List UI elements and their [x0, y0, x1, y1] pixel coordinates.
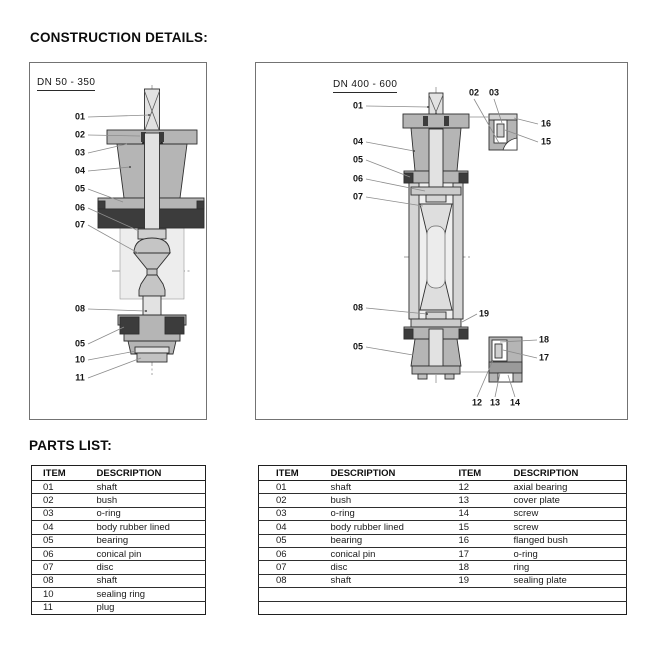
callout-label-03: 03	[74, 147, 86, 158]
seal-ear-right	[197, 201, 204, 209]
table-cell: ring	[497, 561, 627, 574]
table-row	[259, 561, 627, 574]
top-inset-cover-plate	[489, 114, 517, 120]
table-cell: bush	[314, 494, 442, 507]
table-cell: 04	[259, 521, 314, 534]
bottom-inset-cover-plate	[489, 362, 522, 373]
valve-cross-section-dn50-350-drawing	[30, 63, 206, 419]
table-cell: body rubber lined	[314, 521, 442, 534]
seal-corner-lower-left	[404, 329, 413, 339]
table-cell: screw	[497, 507, 627, 520]
disc-waist	[147, 269, 157, 275]
table-row	[259, 601, 627, 614]
callout-label-13: 13	[489, 397, 501, 408]
table-cell: 05	[32, 534, 86, 547]
table-cell: flanged bush	[497, 534, 627, 547]
callout-label-06: 06	[352, 173, 364, 184]
callout-label-03: 03	[488, 87, 500, 98]
callout-label-05: 05	[352, 341, 364, 352]
sealing-plate-upper	[411, 187, 461, 195]
table-cell: 15	[442, 521, 497, 534]
table-cell: 08	[259, 574, 314, 587]
table-cell: shaft	[314, 481, 442, 494]
table-cell: disc	[314, 561, 442, 574]
table-row	[32, 547, 206, 560]
callout-label-05: 05	[74, 183, 86, 194]
table-row	[259, 588, 627, 601]
table-cell: 02	[259, 494, 314, 507]
table-row	[32, 521, 206, 534]
table-cell	[497, 588, 627, 601]
tube-wall-right	[453, 183, 463, 319]
table-cell: 07	[259, 561, 314, 574]
table-cell: 04	[32, 521, 86, 534]
table-cell	[259, 601, 314, 614]
plug	[137, 353, 167, 362]
table-cell: 13	[442, 494, 497, 507]
table-cell: bearing	[86, 534, 206, 547]
table-cell: 07	[32, 561, 86, 574]
callout-label-11: 11	[75, 372, 85, 383]
column-header: ITEM	[259, 466, 314, 481]
table-cell	[442, 601, 497, 614]
callout-label-04: 04	[352, 136, 364, 147]
table-cell: 18	[442, 561, 497, 574]
shaft-channel	[145, 133, 160, 229]
callout-label-17: 17	[538, 352, 550, 363]
table-cell: sealing ring	[86, 588, 206, 601]
callout-label-02: 02	[74, 129, 86, 140]
disc-barrel	[427, 226, 445, 288]
callout-label-19: 19	[478, 308, 490, 319]
table-cell: screw	[497, 521, 627, 534]
rubber-seat-lower-left	[120, 317, 139, 334]
callout-label-16: 16	[540, 118, 552, 129]
callout-label-02: 02	[468, 87, 480, 98]
callout-label-08: 08	[74, 303, 86, 314]
table-cell	[259, 588, 314, 601]
table-row	[32, 481, 206, 494]
rubber-seat-lower-right	[165, 317, 184, 334]
shaft-channel	[429, 129, 443, 187]
valve-body-shapes	[403, 93, 522, 382]
table-cell: sealing plate	[497, 574, 627, 587]
sealing-plate-lower	[411, 319, 461, 327]
conical-pin-collar	[138, 229, 166, 239]
seal-corner-left	[404, 173, 413, 183]
table-cell: shaft	[314, 574, 442, 587]
table-cell: 12	[442, 481, 497, 494]
column-header: DESCRIPTION	[497, 466, 627, 481]
table-cell: cover plate	[497, 494, 627, 507]
table-cell: 03	[259, 507, 314, 520]
column-header: DESCRIPTION	[86, 466, 206, 481]
bottom-plate	[412, 366, 460, 374]
bottom-inset-screw	[495, 344, 502, 358]
table-cell: o-ring	[497, 547, 627, 560]
table-row	[32, 601, 206, 614]
table-row	[259, 574, 627, 587]
table-cell: body rubber lined	[86, 521, 206, 534]
table-row	[259, 521, 627, 534]
table-row	[32, 588, 206, 601]
table-cell: plug	[96, 602, 115, 614]
callout-label-18: 18	[538, 334, 550, 345]
valve-body-shapes	[98, 89, 204, 362]
dn-range-label: DN 400 - 600	[333, 79, 397, 93]
sealing-ring	[135, 347, 169, 353]
callout-label-08: 08	[352, 302, 364, 313]
bottom-foot-right	[445, 374, 454, 379]
table-cell: shaft	[86, 481, 206, 494]
dn-range-label: DN 50 - 350	[37, 77, 95, 91]
table-cell: axial bearing	[497, 481, 627, 494]
table-cell: 19	[442, 574, 497, 587]
top-inset-screw	[497, 124, 504, 137]
table-cell: shaft	[86, 574, 206, 587]
seal-ear-left	[98, 201, 105, 209]
table-cell: conical pin	[86, 547, 206, 560]
table-cell: 17	[442, 547, 497, 560]
table-row	[259, 534, 627, 547]
callout-label-07: 07	[74, 219, 86, 230]
table-cell: conical pin	[314, 547, 442, 560]
table-cell: 14	[442, 507, 497, 520]
panel-dn50-350	[29, 62, 207, 420]
callout-label-15: 15	[540, 136, 552, 147]
table-cell: 02	[32, 494, 86, 507]
table-row	[32, 561, 206, 574]
table-cell: bearing	[314, 534, 442, 547]
callout-label-01: 01	[352, 100, 364, 111]
bush-mark-right	[444, 116, 449, 126]
callout-label-01: 01	[74, 111, 86, 122]
table-header-row	[32, 466, 206, 481]
bottom-inset-foot	[498, 373, 513, 382]
table-cell: disc	[86, 561, 206, 574]
top-flange	[403, 114, 469, 128]
callout-label-04: 04	[74, 165, 86, 176]
table-cell: 06	[32, 547, 86, 560]
table-cell: bush	[86, 494, 206, 507]
callout-label-05: 05	[352, 154, 364, 165]
lower-shaft	[429, 329, 443, 367]
table-row	[32, 507, 206, 520]
callout-label-05: 05	[74, 338, 86, 349]
table-row	[259, 547, 627, 560]
callout-label-06: 06	[74, 202, 86, 213]
panel-dn400-600	[255, 62, 628, 420]
table-cell	[497, 601, 627, 614]
table-cell: 10	[32, 588, 86, 601]
table-cell: 03	[32, 507, 86, 520]
valve-cross-section-dn400-600-drawing	[256, 63, 627, 419]
table-cell: 06	[259, 547, 314, 560]
table-cell: 01	[259, 481, 314, 494]
table-cell	[314, 588, 442, 601]
table-row	[259, 494, 627, 507]
lower-collar	[426, 312, 446, 319]
construction-details-title: CONSTRUCTION DETAILS:	[30, 30, 208, 45]
table-header-row	[259, 466, 627, 481]
column-header: DESCRIPTION	[314, 466, 442, 481]
table-cell	[442, 588, 497, 601]
parts-list-title: PARTS LIST:	[29, 438, 112, 453]
table-cell: 11	[43, 602, 53, 614]
parts-table-dn400-600	[258, 465, 627, 615]
table-cell: 05	[259, 534, 314, 547]
seal-corner-lower-right	[459, 329, 468, 339]
callout-label-10: 10	[74, 354, 86, 365]
upper-collar	[426, 195, 446, 202]
table-cell: o-ring	[314, 507, 442, 520]
table-cell: 01	[32, 481, 86, 494]
tube-wall-left	[409, 183, 419, 319]
table-cell	[314, 601, 442, 614]
bottom-foot-left	[418, 374, 427, 379]
table-row	[259, 507, 627, 520]
bush-mark-left	[423, 116, 428, 126]
parts-table-dn50-350	[31, 465, 206, 615]
table-row	[32, 494, 206, 507]
table-row	[259, 481, 627, 494]
column-header: ITEM	[442, 466, 497, 481]
table-cell: o-ring	[86, 507, 206, 520]
table-cell: 08	[32, 574, 86, 587]
callout-label-14: 14	[509, 397, 521, 408]
seal-corner-right	[459, 173, 468, 183]
table-row	[32, 534, 206, 547]
callout-label-07: 07	[352, 191, 364, 202]
table-cell: 16	[442, 534, 497, 547]
table-row	[32, 574, 206, 587]
callout-label-12: 12	[471, 397, 483, 408]
column-header: ITEM	[32, 466, 86, 481]
